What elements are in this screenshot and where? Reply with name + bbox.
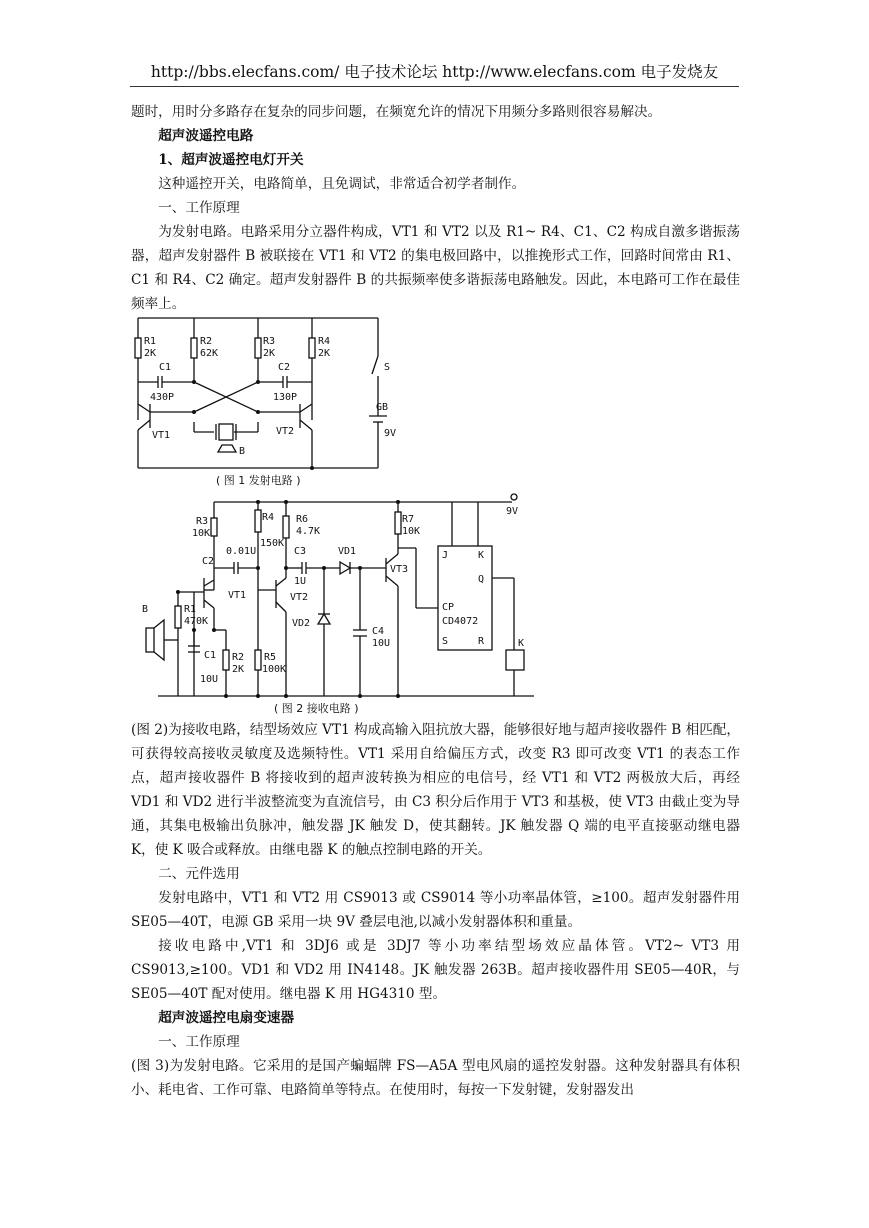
top-text [131, 100, 740, 316]
paragraph: 这种遥控开关，电路简单，且免调试，非常适合初学者制作。 [158, 176, 526, 192]
fig1-b-label: B [239, 446, 246, 457]
paragraph: 接收电路中,VT1 和 3DJ6 或是 3DJ7 等小功率结型场效应晶体管。VT2~ VT3 用 CS9013,≥100。VD1 和 VD2 用 IN4148。JK 触发器 263B。超声接收器件用 SE05—40R，与 SE05—40T 配对使用。继电器 K 用 HG4310 型。 [131, 938, 740, 1002]
fig2-r7-value: 10K [402, 526, 421, 537]
fig2-ic-r-pin: R [478, 636, 485, 647]
fig2-r2-value: 2K [232, 664, 245, 675]
fig2-c2-label: C2 [202, 556, 215, 567]
paragraph: 一、工作原理 [158, 1034, 240, 1050]
fig2-c3-value: 1U [294, 576, 307, 587]
fig2-c3-label: C3 [294, 546, 307, 557]
fig2-ic-q-pin: Q [478, 574, 485, 585]
fig2-vd1-label: VD1 [338, 546, 357, 557]
fig1-vt1-label: VT1 [152, 430, 171, 441]
paragraph: 二、元件选用 [158, 866, 240, 882]
fig2-c2-value: 0.01U [226, 546, 257, 557]
fig1-s-label: S [384, 362, 391, 373]
header-rule [130, 86, 739, 87]
paragraph: (图 2)为接收电路，结型场效应 VT1 构成高输入阻抗放大器，能够很好地与超声接收器件 B 相匹配，可获得较高接收灵敏度及选频特性。VT1 采用自给偏压方式，改变 R3 即可改变 VT1 的表态工作点，超声接收器件 B 将接收到的超声波转换为相应的电信号，经 VT1 和 VT2 两极放大后，再经 VD1 和 VD2 进行半波整流变为直流信号，由 C3 积分后作用于 VT3 和基极，使 VT3 由截止变为导通，其集电极输出负脉冲，触发器 JK 触发 D，使其翻转。JK 触发器 Q 端的电平直接驱动继电器 K，使 K 吸合或释放。由继电器 K 的触点控制电路的开关。 [131, 722, 740, 858]
fig2-r6-value: 4.7K [296, 526, 321, 537]
fig1-v-label: 9V [384, 428, 397, 439]
fig1-caption: ( 图 1 发射电路 ) [216, 474, 301, 487]
paragraph: 题时，用时分多路存在复杂的同步问题，在频宽允许的情况下用频分多路则很容易解决。 [131, 104, 662, 120]
fig2-r3-label: R3 [196, 516, 209, 527]
paragraph: (图 3)为发射电路。它采用的是国产蝙蝠牌 FS—A5A 型电风扇的遥控发射器。这种发射器具有体积小、耗电省、工作可靠、电路简单等特点。在使用时，每按一下发射键，发射器发出 [131, 1058, 740, 1098]
fig1-r4-label: R4 [318, 336, 331, 347]
bottom-text [131, 718, 740, 1102]
paragraph: 发射电路中，VT1 和 VT2 用 CS9013 或 CS9014 等小功率晶体管，≥100。超声发射器件用 SE05—40T，电源 GB 采用一块 9V 叠层电池,以减小发射器体积和重量。 [131, 890, 740, 930]
fig2-r5-label: R5 [264, 652, 277, 663]
fig1-r4-value: 2K [318, 348, 331, 359]
fig2-r1-label: R1 [184, 604, 197, 615]
fig2-ic-s-pin: S [442, 636, 449, 647]
fig1-r3-value: 2K [263, 348, 276, 359]
fig2-c1-label: C1 [204, 650, 217, 661]
paragraph: 一、工作原理 [158, 200, 240, 216]
page-header: http://bbs.elecfans.com/ 电子技术论坛 http://www.elecfans.com 电子发烧友 [150, 63, 719, 81]
fig1-c1-value: 430P [150, 392, 175, 403]
fig2-r4-value: 150K [260, 538, 285, 549]
fig1-r2-label: R2 [200, 336, 213, 347]
fig1-r3-label: R3 [263, 336, 276, 347]
section-heading: 超声波遥控电扇变速器 [158, 1010, 295, 1026]
section-heading: 超声波遥控电路 [158, 128, 254, 144]
fig2-r7-label: R7 [402, 514, 415, 525]
fig2-r1-value: 470K [184, 616, 209, 627]
fig1-r1-value: 2K [144, 348, 157, 359]
fig1-c2-label: C2 [278, 362, 291, 373]
fig2-relay-label: K [518, 638, 525, 649]
fig2-r4-label: R4 [262, 512, 275, 523]
fig2-vt2-label: VT2 [290, 592, 309, 603]
fig2-c4-label: C4 [372, 626, 385, 637]
fig2-vt1-label: VT1 [228, 590, 247, 601]
fig2-b-label: B [142, 604, 149, 615]
fig2-c4-value: 10U [372, 638, 391, 649]
fig1-gb-label: GB [376, 402, 389, 413]
fig1-c1-label: C1 [159, 362, 172, 373]
paragraph: 为发射电路。电路采用分立器件构成，VT1 和 VT2 以及 R1~ R4、C1、C2 构成自激多谐振荡器，超声发射器件 B 被联接在 VT1 和 VT2 的集电极回路中，以推挽形式工作，回路时间常由 R1、C1 和 R4、C2 确定。超声发射器件 B 的共振频率使多谐振荡电路触发。因此，本电路可工作在最佳频率上。 [131, 224, 740, 312]
fig1-r1-label: R1 [144, 336, 157, 347]
fig1-vt2-label: VT2 [276, 426, 295, 437]
fig2-r3-value: 10K [192, 528, 211, 539]
fig2-ic-name: CD4072 [442, 616, 479, 627]
fig1-r2-value: 62K [200, 348, 219, 359]
fig2-supply-label: 9V [506, 506, 519, 517]
figure-2-receiver-circuit [134, 490, 544, 716]
fig2-ic-k-pin: K [478, 550, 485, 561]
fig2-ic-j-pin: J [442, 550, 449, 561]
fig2-r2-label: R2 [232, 652, 245, 663]
figure-1-transmitter-circuit [128, 312, 397, 490]
fig2-vd2-label: VD2 [292, 618, 311, 629]
fig2-caption: ( 图 2 接收电路 ) [274, 702, 359, 715]
fig2-c1-value: 10U [200, 674, 219, 685]
fig2-r5-value: 100K [262, 664, 287, 675]
fig2-vt3-label: VT3 [390, 564, 409, 575]
fig1-c2-value: 130P [273, 392, 298, 403]
subsection-heading: 1、超声波遥控电灯开关 [158, 152, 304, 168]
fig2-r6-label: R6 [296, 514, 309, 525]
fig2-ic-cp-pin: CP [442, 602, 455, 613]
